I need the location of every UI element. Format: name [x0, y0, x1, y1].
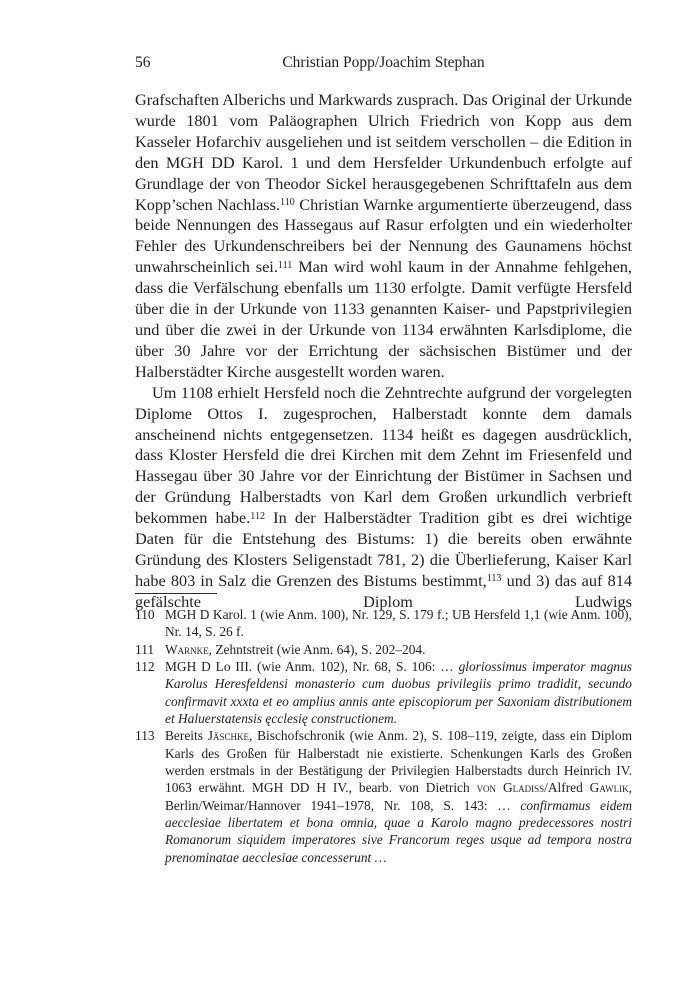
main-text — [135, 90, 632, 613]
footnote-text: Bereits Jäschke, Bischofschronik (wie Anm. 2), S. 108–119, zeigte, dass ein Diplom Karls des Großen für Halberstadt nie existierte. Schenkungen Karls des Großen werden erstmals in der Bestätigung der Privilegien Halberstadts durch Heinrich IV. 1063 erwähnt. MGH DD H IV., bearb. von Dietrich von Gladiss/Alfred Gawlik, Berlin/Weimar/Hannover 1941–1978, Nr. 108, S. 143: … confirmamus eidem aecclesiae libertatem et bona omnia, quae a Karolo magno predecessores nostri Romanorum siquidem imperatores sive Francorum reges usque ad tempora nostra prenominatae aecclesiae concesserunt … — [165, 728, 633, 865]
running-header: Christian Popp/Joachim Stephan — [282, 54, 485, 71]
footnotes-section — [135, 606, 632, 866]
page-header — [135, 54, 632, 72]
footnote-number: 113 — [135, 728, 155, 744]
footnote-112 — [135, 658, 632, 727]
footnote-113 — [135, 727, 632, 866]
page-number: 56 — [135, 54, 151, 71]
footnote-text: MGH D Karol. 1 (wie Anm. 100), Nr. 129, S. 179 f.; UB Hersfeld 1,1 (wie Anm. 100), Nr. 14, S. 26 f. — [165, 607, 632, 640]
footnote-110 — [135, 606, 632, 641]
footnote-number: 112 — [135, 659, 155, 675]
footnote-separator — [135, 593, 217, 594]
paragraph-2: Um 1108 erhielt Hersfeld noch die Zehntrechte aufgrund der vorgelegten Diplome Ottos I. zugesprochen, Halberstadt konnte dem damals anscheinend nichts entgegensetzen. 1134 heißt es dagegen ausdrücklich, dass Kloster Hersfeld die drei Kirchen mit dem Zehnt im Friesenfeld und Hassegau über 30 Jahre vor der Einrichtung der Bistümer in Sachsen und der Gründung Halberstadts von Karl dem Großen urkundlich verbrieft bekommen habe.$^{112}$ In der Halberstädter Tradition gibt es drei wichtige Daten für die Entstehung des Bistums: 1) die bereits oben erwähnte Gründung des Klosters Seligenstadt 781, 2) die Überlieferung, Kaiser Karl habe 803 in Salz die Grenzen des Bistums bestimmt,$^{113}$ und 3) das auf 814 gefälschte Diplom Ludwigs — [135, 382, 633, 611]
paragraph-1: Grafschaften Alberichs und Markwards zusprach. Das Original der Urkunde wurde 1801 vom Paläographen Ulrich Friedrich von Kopp aus dem Kasseler Hofarchiv ausgeliehen und ist seitdem verschollen – die Edition in den MGH DD Karol. 1 und dem Hersfelder Urkundenbuch erfolgte auf Grundlage der von Theodor Sickel herausgegebenen Schrifttafeln aus dem Kopp’schen Nachlass.$^{110}$ Christian Warnke argumentierte überzeugend, dass beide Nennungen des Hassegaus auf Rasur erfolgten und ein wiederholter Fehler des Urkundenschreibers bei der Nennung des Gaunamens höchst unwahrscheinlich sei.$^{111}$ Man wird wohl kaum in der Annahme fehlgehen, dass die Verfälschung ebenfalls um 1130 erfolgte. Damit verfügte Hersfeld über die in der Urkunde von 1133 genannten Kaiser- und Papstprivilegien und über die zwei in der Urkunde von 1134 erwähnten Karlsdiplome, die über 30 Jahre vor der Errichtung der sächsischen Bistümer und der Halberstädter Kirche ausgestellt worden waren. — [135, 90, 632, 381]
footnote-number: 110 — [135, 607, 155, 622]
footnote-text: Warnke, Zehntstreit (wie Anm. 64), S. 202–204. — [165, 641, 426, 657]
footnote-text: MGH D Lo III. (wie Anm. 102), Nr. 68, S. 106: … gloriossimus imperator magnus Karolus Heresfeldensi monasterio cum duobus privilegiis primo tradidit, secundo confirmavit xxxta et eo amplius annis ante episcopiorum per Saxoniam distributionem et Haluerstatensis ęcclesię constructionem. — [165, 659, 632, 727]
footnote-number: 111 — [135, 641, 155, 657]
footnote-111 — [135, 641, 632, 658]
